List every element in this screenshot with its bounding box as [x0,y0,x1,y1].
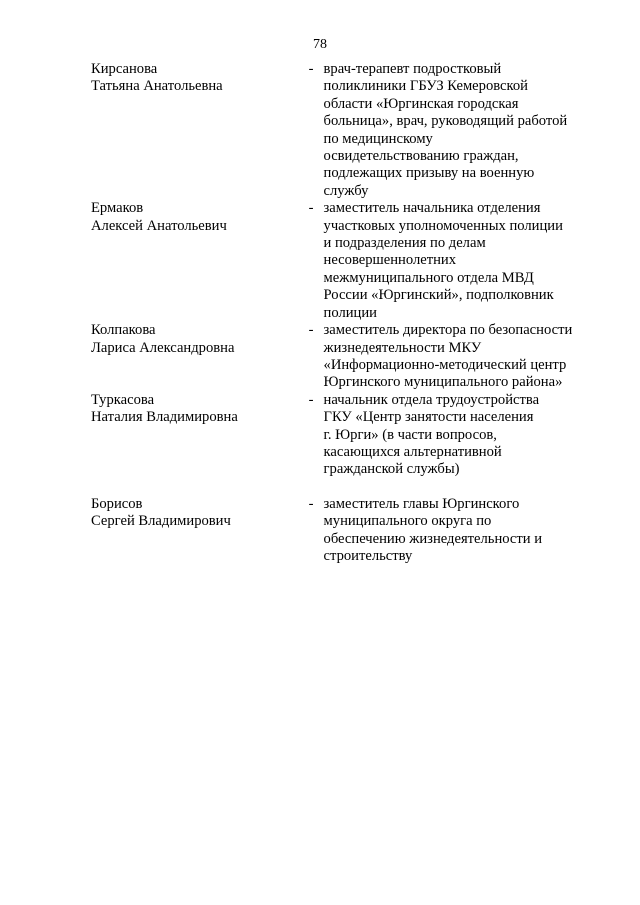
member-entry [91,322,591,392]
role-line: службу [323,182,369,199]
member-entry [91,200,591,322]
member-given-names: Алексей Анатольевич [91,217,227,234]
member-given-names: Сергей Владимирович [91,513,231,530]
role-line: «Информационно-методический центр [323,356,567,373]
separator-dash: - [308,391,314,408]
member-surname: Ермаков [91,200,144,217]
commission-members-list [91,61,591,565]
role-line: освидетельствованию граждан, [323,148,519,165]
role-line: строительству [323,547,413,564]
member-role [324,322,591,392]
role-line: ГКУ «Центр занятости населения [323,409,534,426]
role-line: муниципального округа по [323,513,492,530]
role-line: области «Юргинская городская [323,95,519,112]
separator-dash: - [308,200,314,217]
role-line: подлежащих призыву на военную [323,165,535,182]
member-entry [91,496,591,566]
member-role [324,61,591,200]
separator-dash: - [308,495,314,512]
role-line: участковых уполномоченных полиции [323,217,563,234]
member-given-names: Наталия Владимировна [91,409,238,426]
member-entry [91,61,591,200]
member-surname: Колпакова [91,322,156,339]
member-name [91,200,309,322]
member-role [324,496,591,566]
role-line: врач-терапевт подростковый [323,61,502,77]
member-name [91,61,309,200]
role-line: поликлиники ГБУЗ Кемеровской [323,78,528,95]
role-line: больница», врач, руководящий работой [323,113,568,130]
role-line: жизнедеятельности МКУ [323,339,482,356]
separator-dash: - [308,322,314,339]
member-name [91,392,309,479]
role-line: заместитель главы Юргинского [323,495,520,512]
page-number: 78 [313,37,327,52]
role-line: гражданской службы) [323,461,460,478]
role-line: Юргинского муниципального района» [323,374,563,391]
member-given-names: Лариса Александровна [91,339,235,356]
separator-dash: - [308,61,314,77]
role-line: межмуниципального отдела МВД [323,269,534,286]
role-line: г. Юрги» (в части вопросов, [323,426,497,443]
role-line: полиции [323,304,377,321]
member-name [91,496,309,566]
role-line: несовершеннолетних [323,252,457,269]
member-surname: Туркасова [91,391,155,408]
role-line: касающихся альтернативной [323,443,502,460]
member-entry [91,392,591,479]
member-role [324,200,591,322]
member-given-names: Татьяна Анатольевна [91,78,223,95]
role-line: России «Юргинский», подполковник [323,287,554,304]
member-name [91,322,309,392]
role-line: заместитель директора по безопасности [323,322,573,339]
member-surname: Борисов [91,495,143,512]
role-line: начальник отдела трудоустройства [323,391,540,408]
role-line: по медицинскому [323,130,433,147]
member-role [324,392,591,479]
role-line: и подразделения по делам [323,235,486,252]
member-surname: Кирсанова [91,61,158,77]
role-line: заместитель начальника отделения [323,200,541,217]
role-line: обеспечению жизнедеятельности и [323,530,543,547]
